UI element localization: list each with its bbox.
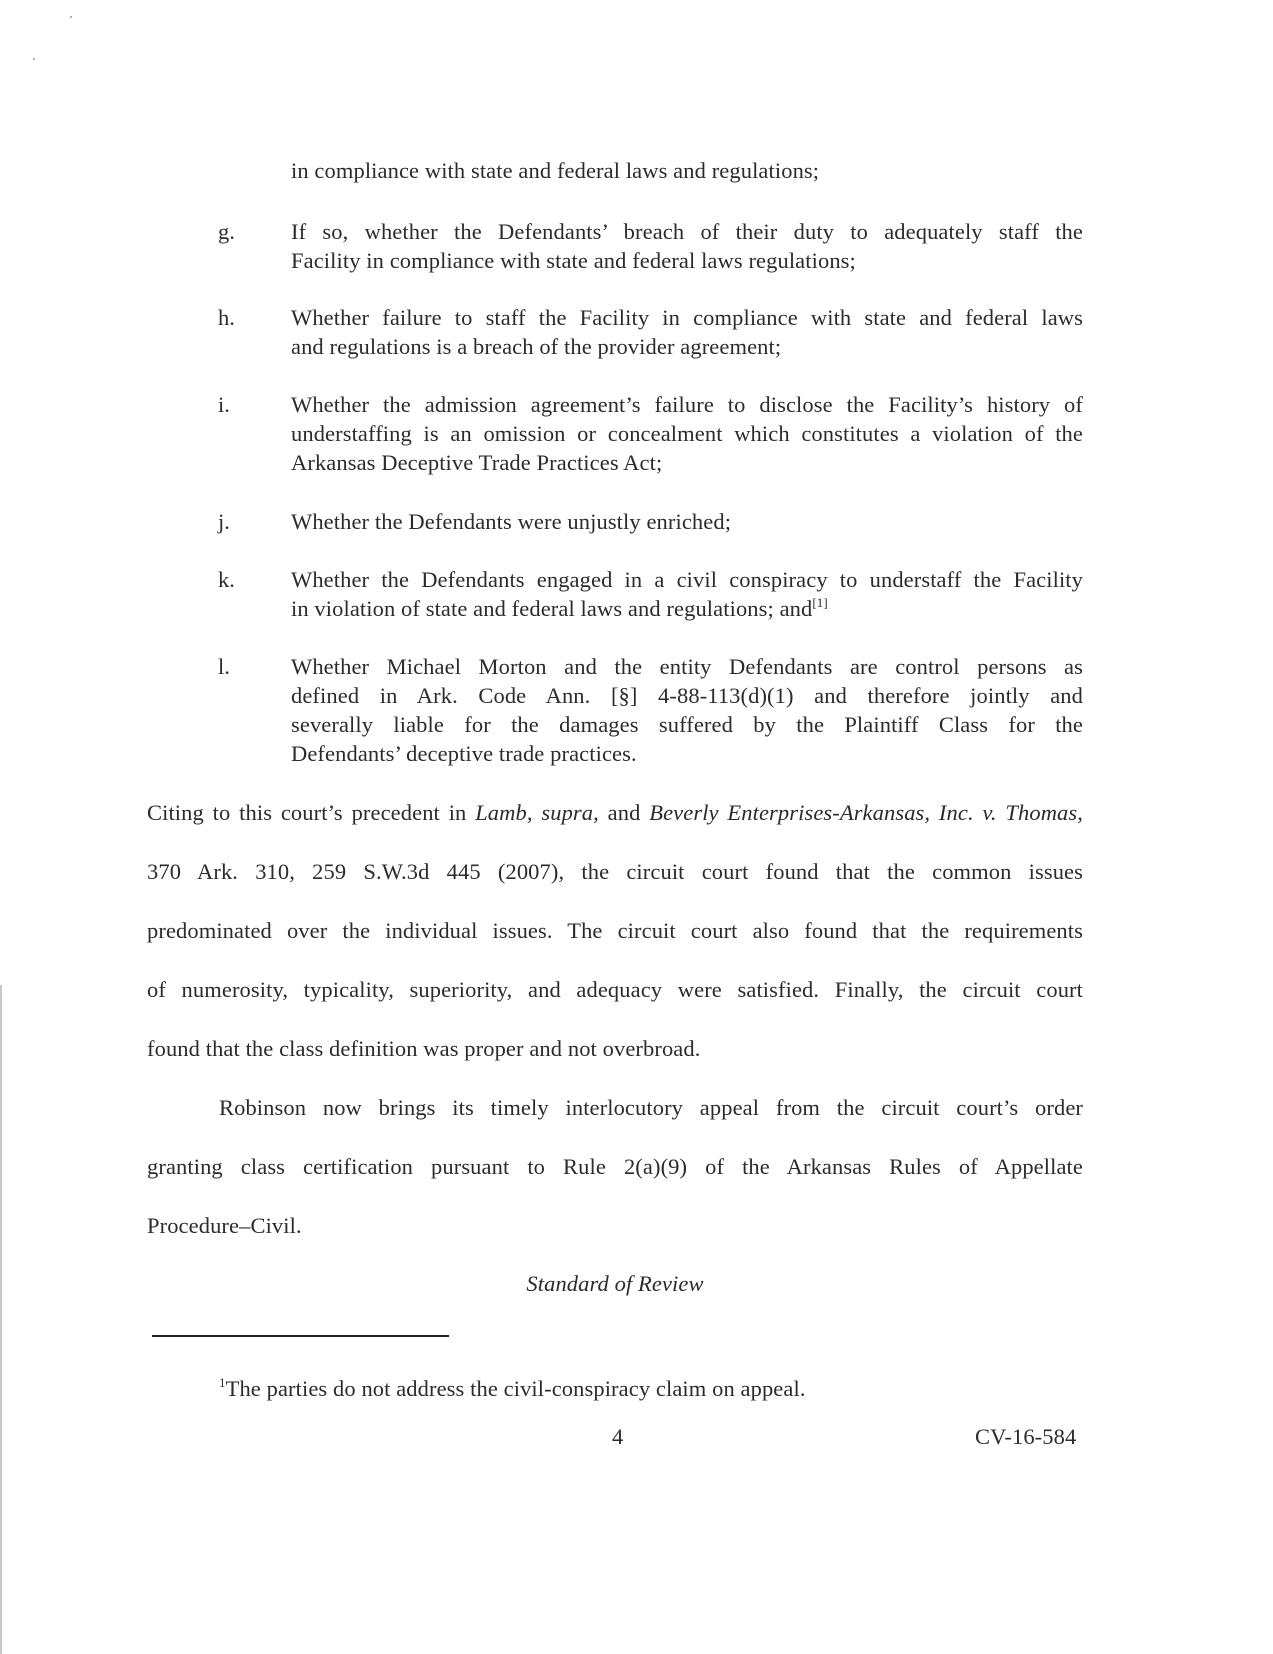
case-citation-lamb: Lamb, supra, <box>475 800 599 825</box>
scan-speck <box>70 16 72 18</box>
footnote <box>219 1375 806 1403</box>
docket-number: CV-16-584 <box>975 1424 1077 1449</box>
list-item-l-line: defined in Ark. Code Ann. [§] 4-88-113(d)(1) and therefore jointly and <box>291 683 1083 708</box>
section-heading: Standard of Review <box>526 1271 704 1296</box>
list-marker-k: k. <box>218 567 235 592</box>
footnote-reference[interactable]: [1] <box>812 595 828 610</box>
paragraph-2-line: Robinson now brings its timely interlocutory appeal from the circuit court’s order <box>219 1095 1083 1120</box>
list-item-g-line: If so, whether the Defendants’ breach of their duty to adequately staff the <box>291 219 1083 244</box>
scan-speck <box>33 58 35 60</box>
list-item-k-line <box>291 595 828 623</box>
page-number: 4 <box>612 1424 624 1449</box>
list-item-g-line: Facility in compliance with state and federal laws regulations; <box>291 248 856 273</box>
paragraph-1-line: 370 Ark. 310, 259 S.W.3d 445 (2007), the circuit court found that the common issues <box>147 859 1083 884</box>
list-item-h-line: and regulations is a breach of the provider agreement; <box>291 334 782 359</box>
paragraph-1-line: found that the class definition was proper and not overbroad. <box>147 1036 701 1061</box>
list-marker-l: l. <box>218 654 230 679</box>
list-item-k-text: in violation of state and federal laws and regulations; and <box>291 596 813 621</box>
list-item-l-line: Whether Michael Morton and the entity Defendants are control persons as <box>291 654 1083 679</box>
list-item-i-line: Whether the admission agreement’s failure to disclose the Facility’s history of <box>291 392 1083 417</box>
footnote-text: The parties do not address the civil-conspiracy claim on appeal. <box>225 1376 806 1401</box>
paragraph-1-line: of numerosity, typicality, superiority, and adequacy were satisfied. Finally, the circuit court <box>147 977 1083 1002</box>
list-item-j-line: Whether the Defendants were unjustly enriched; <box>291 509 732 534</box>
footnote-divider <box>152 1335 449 1337</box>
list-item-h-line: Whether failure to staff the Facility in compliance with state and federal laws <box>291 305 1083 330</box>
paragraph-1-line: predominated over the individual issues. The circuit court also found that the requirements <box>147 918 1083 943</box>
list-item-l-line: Defendants’ deceptive trade practices. <box>291 741 637 766</box>
list-item-i-line: Arkansas Deceptive Trade Practices Act; <box>291 450 663 475</box>
list-marker-g: g. <box>218 219 235 244</box>
list-marker-i: i. <box>218 392 230 417</box>
paragraph-2-line: granting class certification pursuant to Rule 2(a)(9) of the Arkansas Rules of Appellate <box>147 1154 1083 1179</box>
list-marker-h: h. <box>218 305 235 330</box>
scan-edge <box>0 985 2 1654</box>
list-item-k-line: Whether the Defendants engaged in a civil conspiracy to understaff the Facility <box>291 567 1083 592</box>
footnote-number: 1 <box>219 1375 226 1390</box>
list-marker-j: j. <box>218 509 230 534</box>
paragraph-2-line: Procedure–Civil. <box>147 1213 302 1238</box>
paragraph-1-line: Citing to this court’s precedent in Lamb, supra, and Beverly Enterprises-Arkansas, Inc. v. Thomas, <box>147 800 1083 825</box>
list-item-i-line: understaffing is an omission or concealment which constitutes a violation of the <box>291 421 1083 446</box>
list-item-l-line: severally liable for the damages suffered by the Plaintiff Class for the <box>291 712 1083 737</box>
list-item-f-continuation: in compliance with state and federal laws and regulations; <box>291 158 820 183</box>
case-citation-beverly: Beverly Enterprises-Arkansas, Inc. v. Thomas, <box>649 800 1083 825</box>
